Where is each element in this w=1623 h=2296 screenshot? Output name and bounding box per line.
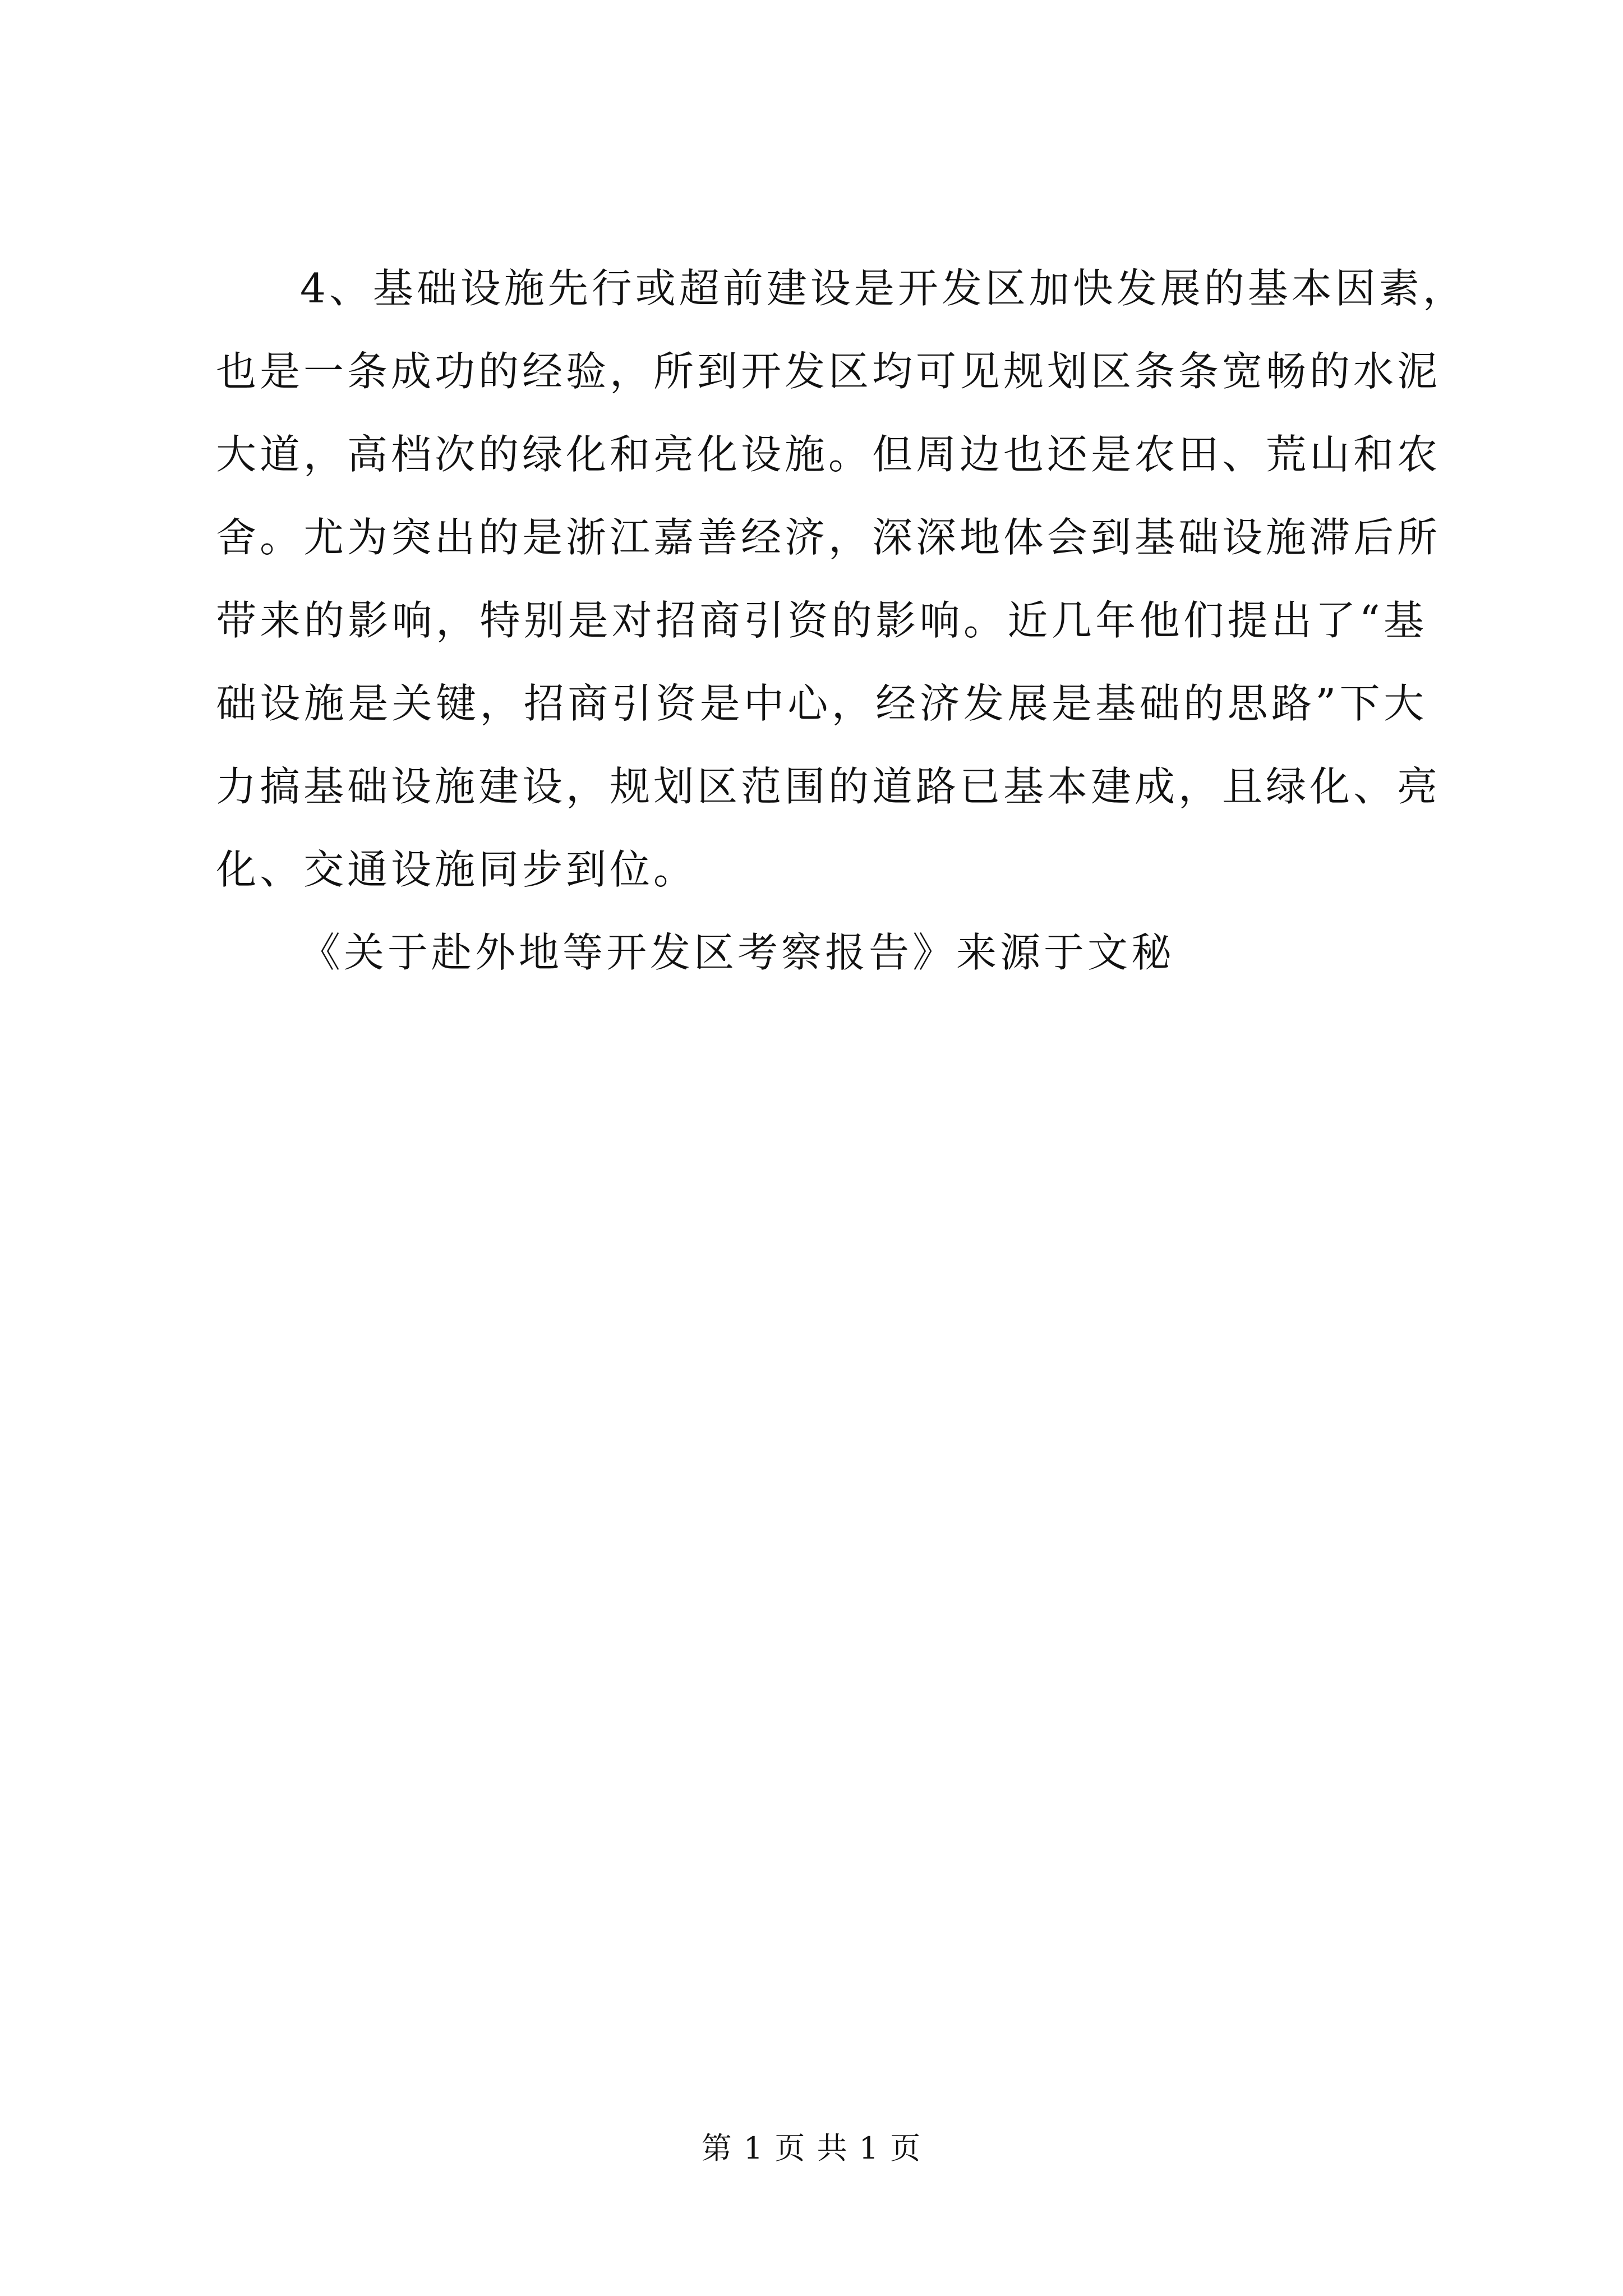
paragraph <box>216 247 1467 911</box>
paragraph-line: 也是一条成功的经验，所到开发区均可见规划区条条宽畅的水泥 <box>216 348 1441 395</box>
paragraph-line: 舍。尤为突出的是浙江嘉善经济，深深地体会到基础设施滞后所 <box>216 514 1441 561</box>
paragraph-line: 大道，高档次的绿化和亮化设施。但周边也还是农田、荒山和农 <box>216 431 1441 478</box>
paragraph-line: 础设施是关键，招商引资是中心，经济发展是基础的思路”下大 <box>216 680 1427 727</box>
page-footer: 第 1 页 共 1 页 <box>701 2131 922 2166</box>
document-body <box>216 247 1467 994</box>
source-note-line: 《关于赴外地等开发区考察报告》来源于文秘 <box>300 929 1175 976</box>
paragraph-line: 带来的影响，特别是对招商引资的影响。近几年他们提出了“基 <box>216 597 1427 644</box>
paragraph-line: 化、交通设施同步到位。 <box>216 846 698 893</box>
paragraph-line: 力搞基础设施建设，规划区范围的道路已基本建成，且绿化、亮 <box>216 763 1441 810</box>
source-note <box>216 911 1427 994</box>
paragraph-line: 4、基础设施先行或超前建设是开发区加快发展的基本因素， <box>300 265 1467 312</box>
